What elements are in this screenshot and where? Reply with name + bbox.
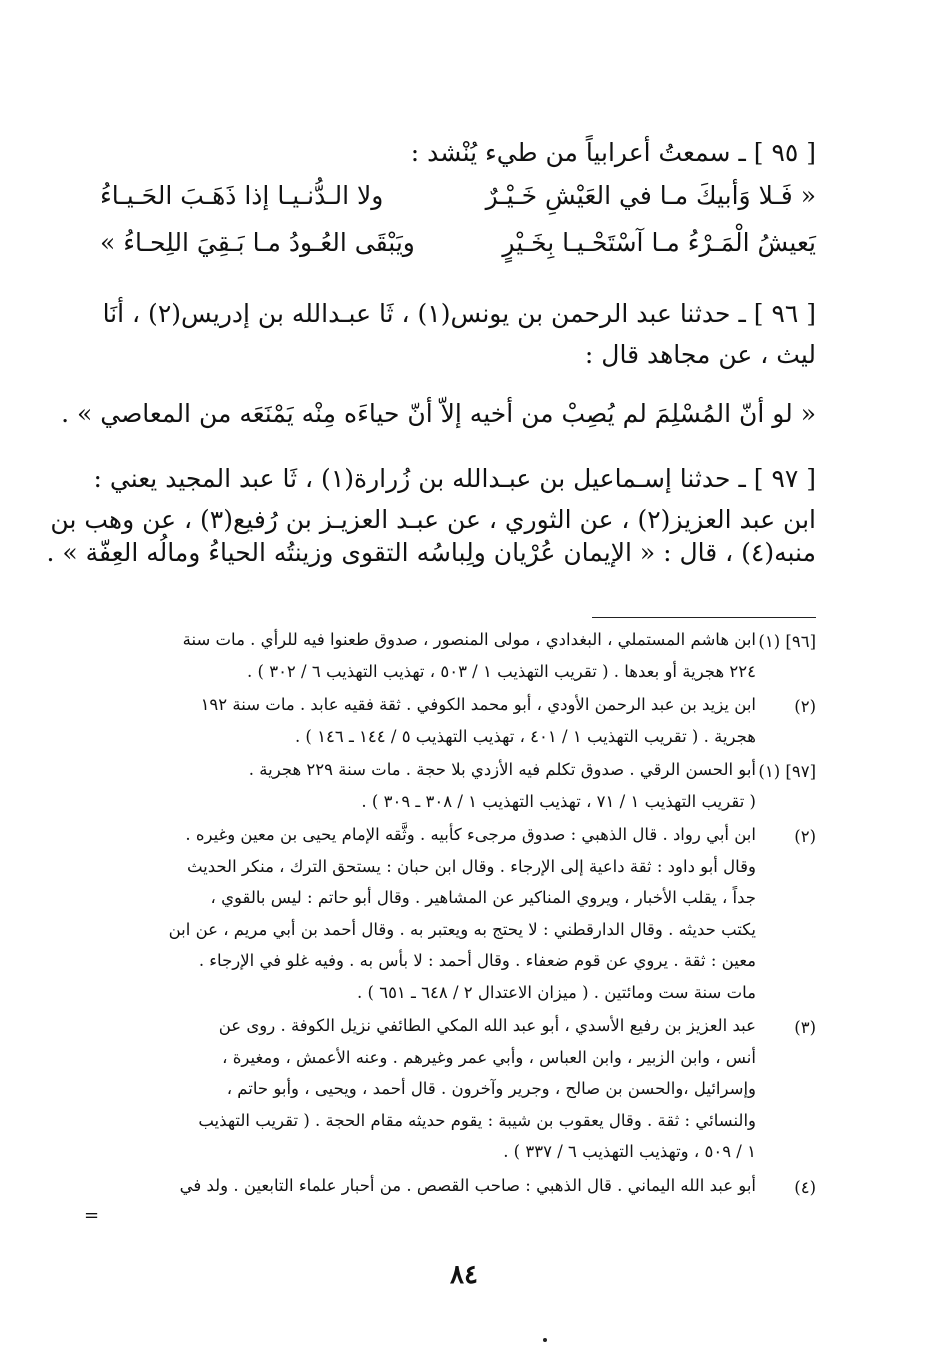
footnote-line: معين : ثقة . يروي عن قوم ضعفاء . وقال أحمد : لا بأس به . وفيه غلو في الإرجاء . bbox=[198, 951, 756, 970]
poem-verse-2 bbox=[100, 228, 816, 257]
footnote-line: مات سنة ست ومائتين . ( ميزان الاعتدال ٢ / ٦٤٨ ـ ٦٥١ ) . bbox=[357, 982, 756, 1002]
footnote bbox=[100, 1018, 816, 1161]
footnote-line: أنس ، وابن الزبير ، وابن العباس ، وأبي عمر وغيرهم . وعنه الأعمش ، ومغيرة ، bbox=[222, 1047, 756, 1067]
footnote-number: [٩٧] (١) bbox=[758, 762, 816, 781]
poem-hemistich: ولا الـدُّنـيـا إذا ذَهَـبَ الحَـيـاءُ bbox=[100, 181, 384, 210]
footnote bbox=[100, 632, 816, 680]
footnote-line: عبد العزيز بن رفيع الأسدي ، أبو عبد الله المكي الطائفي نزيل الكوفة . روى عن bbox=[218, 1016, 756, 1035]
entry-97-line-2: ابن عبد العزيز(٢) ، عن الثوري ، عن عبـد العزيـز بن رُفيع(٣) ، عن وهب بن bbox=[50, 505, 816, 534]
continuation-mark: = bbox=[84, 1205, 100, 1226]
entry-96-line-2: ليث ، عن مجاهد قال : bbox=[584, 340, 816, 369]
entry-95-heading: [ ٩٥ ] ـ سمعتُ أعرابياً من طيء يُنْشد : bbox=[410, 138, 816, 167]
footnote-line: ابن أبي رواد . قال الذهبي : صدوق مرجىء كأبيه . وثَّقه الإمام يحيى بن معين وغيره . bbox=[185, 825, 756, 844]
footnote-line: أبو الحسن الرقي . صدوق تكلم فيه الأزدي بلا حجة . مات سنة ٢٢٩ هجرية . bbox=[248, 760, 756, 779]
footnote-number: [٩٦] (١) bbox=[758, 632, 816, 651]
entry-97-line-1: [ ٩٧ ] ـ حدثنا إسـماعيل بن عبـدالله بن زُرارة(١) ، ثَا عبد المجيد يعني : bbox=[93, 464, 816, 493]
footnote-line: يكتب حديثه . وقال الدارقطني : لا يحتج به ويعتبر به . وقال أحمد بن أبي مريم ، عن ابن bbox=[168, 919, 756, 939]
footnote bbox=[100, 697, 816, 745]
footnote-line: وقال أبو داود : ثقة داعية إلى الإرجاء . وقال ابن حبان : يستحق الترك ، منكر الحديث bbox=[186, 856, 756, 876]
footnote-number: (٢) bbox=[794, 827, 816, 846]
footnotes bbox=[100, 630, 816, 1197]
poem-hemistich: ويَبْقَى العُـودُ مـا بَـقِيَ اللِحـاءُ » bbox=[100, 228, 415, 257]
footnote-line: والنسائي : ثقة . وقال يعقوب بن شيبة : يقوم حديثه مقام الحجة . ( تقريب التهذيب bbox=[198, 1110, 756, 1130]
footnote-line: وإسرائيل ،والحسن بن صالح ، وجرير وآخرون . قال أحمد ، ويحيى ، وأبو حاتم ، bbox=[226, 1079, 756, 1098]
entry-96-quote: « لو أنّ المُسْلِمَ لم يُصِبْ من أخيه إلاّ أنّ حياءَه مِنْه يَمْنَعَه من المعاصي » . bbox=[61, 399, 816, 428]
footnote bbox=[100, 762, 816, 810]
entry-97-line-3: منبه(٤) ، قال : « الإيمان عُرْيان ولِباسُه التقوى وزينتُه الحياءُ ومالُه العِفّة » . bbox=[46, 538, 816, 567]
page-body bbox=[46, 128, 816, 567]
footnote-line: هجرية . ( تقريب التهذيب ١ / ٤٠١ ، تهذيب التهذيب ٥ / ١٤٤ ـ ١٤٦ ) . bbox=[294, 726, 756, 746]
footnote-line: ٢٢٤ هجرية أو بعدها . ( تقريب التهذيب ١ / ٥٠٣ ، تهذيب التهذيب ٦ / ٣٠٢ ) . bbox=[247, 661, 756, 681]
footnote-line: ( تقريب التهذيب ١ / ٧١ ، تهذيب التهذيب ١ / ٣٠٨ ـ ٣٠٩ ) . bbox=[361, 791, 756, 811]
footnote-line: ١ / ٥٠٩ ، وتهذيب التهذيب ٦ / ٣٣٧ ) . bbox=[503, 1142, 756, 1161]
footnote-number: (٣) bbox=[794, 1018, 816, 1037]
entry-96-line-1: [ ٩٦ ] ـ حدثنا عبد الرحمن بن يونس(١) ، ثَا عبـدالله بن إدريس(٢) ، أنَا bbox=[102, 299, 816, 328]
footnote-number: (٢) bbox=[794, 697, 816, 716]
footnote bbox=[100, 1175, 816, 1197]
print-dot bbox=[543, 1338, 547, 1342]
footnote-line: ابن يزيد بن عبد الرحمن الأودي ، أبو محمد الكوفي . ثقة فقيه عابد . مات سنة ١٩٢ bbox=[200, 695, 756, 714]
page-number: ٨٤ bbox=[450, 1260, 478, 1290]
footnote-line: أبو عبد الله اليماني . قال الذهبي : صاحب القصص . من أحبار علماء التابعين . ولد في bbox=[179, 1175, 756, 1195]
footnote-number: (٤) bbox=[794, 1177, 816, 1197]
footnote-line: جداً ، يقلب الأخبار ، ويروي المناكير عن المشاهير . وقال أبو حاتم : ليس بالقوي ، bbox=[210, 888, 756, 907]
poem-hemistich: « فَـلا وَأبيكَ مـا في العَيْشِ خَـيْـرٌ bbox=[485, 181, 816, 210]
footnote-line: ابن هاشم المستملي ، البغدادي ، مولى المنصور ، صدوق طعنوا فيه للرأي . مات سنة bbox=[182, 630, 756, 649]
poem-verse-1 bbox=[100, 181, 816, 210]
footnote-separator bbox=[592, 617, 816, 618]
poem-hemistich: يَعيشُ الْمَـرْءُ مـا آسْتَحْـيـا بِخَـيْرٍ bbox=[502, 228, 816, 257]
footnote bbox=[100, 827, 816, 1001]
